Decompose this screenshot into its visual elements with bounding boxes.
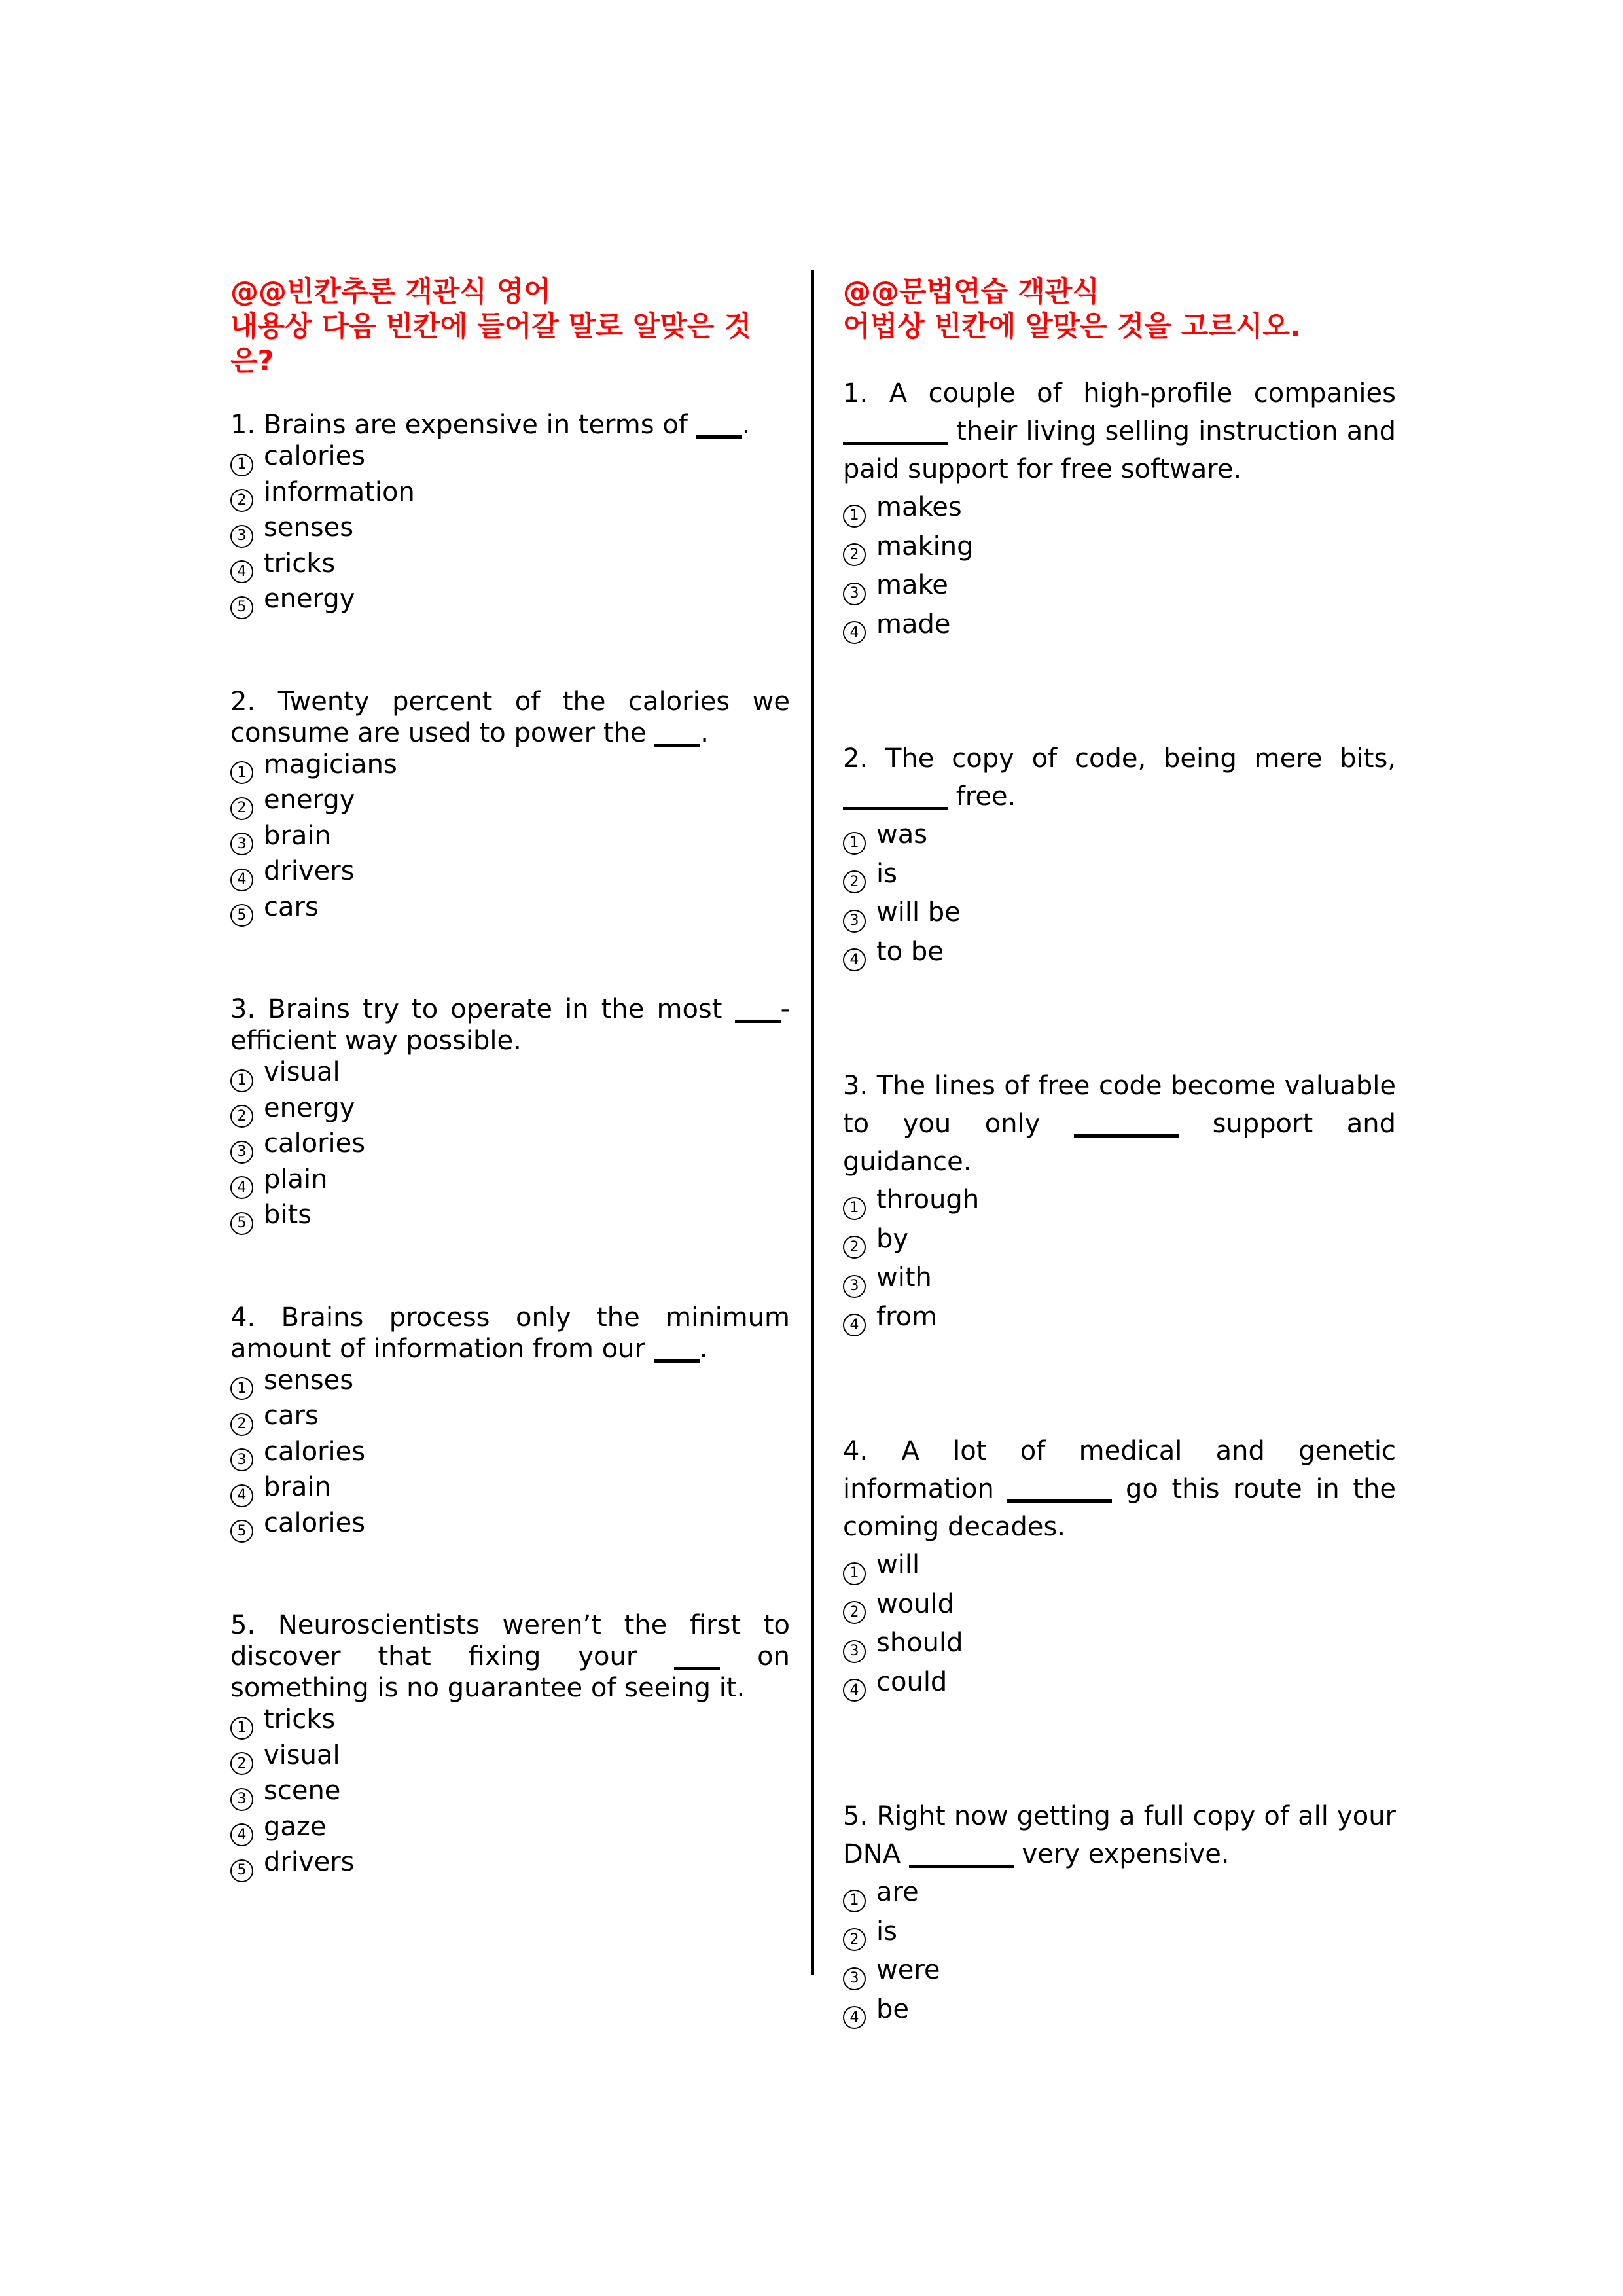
option-label: brain: [264, 1472, 331, 1502]
option-row: [843, 1951, 1396, 1990]
option-number-icon: 1: [843, 1197, 866, 1220]
question-text-pre: 3. Brains try to operate in the most: [230, 994, 722, 1024]
option-number-icon: 3: [843, 583, 866, 605]
option-label: were: [876, 1955, 940, 1985]
option-row: [230, 1056, 790, 1092]
option-number-icon: 3: [230, 1141, 253, 1164]
option-number-icon: 1: [843, 1890, 866, 1912]
question-text-pre: 4. Brains process only the minimum amount of information from our: [230, 1302, 790, 1364]
question-block: [230, 686, 790, 927]
option-number-icon: 2: [230, 1413, 253, 1436]
question-text-pre: 1. Brains are expensive in terms of: [230, 410, 688, 440]
option-label: calories: [264, 1507, 366, 1538]
option-row: [843, 1259, 1396, 1298]
option-number-icon: 4: [230, 869, 253, 891]
option-number-icon: 2: [843, 1236, 866, 1259]
question-text-post: on something is no guarantee of seeing it.: [230, 1641, 791, 1703]
column-divider: [812, 270, 814, 1975]
option-row: [230, 1740, 790, 1776]
option-row: [230, 1704, 790, 1740]
option-label: plain: [264, 1164, 328, 1194]
option-label: will be: [876, 897, 961, 927]
option-label: bits: [264, 1200, 312, 1230]
option-number-icon: 2: [843, 870, 866, 893]
option-row: [843, 1546, 1396, 1585]
question-text: [230, 409, 790, 440]
option-number-icon: 4: [230, 1484, 253, 1507]
option-label: drivers: [264, 1847, 355, 1877]
answer-blank: [1007, 1497, 1112, 1503]
option-label: scene: [264, 1776, 341, 1806]
option-number-icon: 4: [843, 621, 866, 644]
option-label: brain: [264, 820, 331, 851]
option-row: [230, 548, 790, 584]
left-column-blank-inference: [230, 275, 790, 1949]
option-number-icon: 3: [843, 1967, 866, 1990]
option-row: [230, 855, 790, 891]
option-label: senses: [264, 1365, 354, 1395]
option-row: [843, 816, 1396, 855]
answer-blank: [735, 1017, 781, 1023]
option-row: [230, 476, 790, 512]
option-row: [843, 1990, 1396, 2030]
option-label: cars: [264, 891, 319, 922]
answer-blank: [654, 741, 700, 747]
option-row: [843, 1298, 1396, 1337]
question-text-post: free.: [948, 781, 1016, 812]
option-row: [230, 583, 790, 619]
question-block: [843, 740, 1396, 971]
option-row: [230, 1092, 790, 1128]
option-row: [230, 440, 790, 476]
option-row: [230, 820, 790, 856]
option-row: [843, 488, 1396, 528]
option-label: tricks: [264, 548, 336, 579]
option-label: energy: [264, 1092, 355, 1123]
option-label: calories: [264, 1128, 366, 1158]
option-row: [230, 1164, 790, 1200]
option-label: tricks: [264, 1704, 336, 1734]
question-block: [230, 1609, 790, 1882]
option-label: senses: [264, 512, 354, 543]
option-number-icon: 3: [843, 910, 866, 933]
option-label: makes: [876, 492, 962, 522]
option-label: could: [876, 1666, 948, 1697]
option-row: [843, 1873, 1396, 1912]
right-column-grammar: [843, 275, 1396, 2125]
option-number-icon: 3: [230, 833, 253, 855]
option-row: [843, 855, 1396, 894]
question-block: [230, 1302, 790, 1543]
option-row: [230, 1507, 790, 1543]
option-number-icon: 5: [230, 1520, 253, 1543]
question-text-post: support and guidance.: [843, 1109, 1396, 1177]
option-row: [230, 1811, 790, 1847]
option-row: [843, 1220, 1396, 1259]
question-block: [843, 1067, 1396, 1336]
question-text-pre: 5. Neuroscientists weren’t the first to discover that fixing your: [230, 1610, 790, 1672]
answer-blank: [696, 433, 742, 439]
option-row: [843, 1585, 1396, 1624]
option-number-icon: 2: [230, 1105, 253, 1128]
question-text-post: very expensive.: [1013, 1839, 1230, 1869]
question-text-post: -efficient way possible.: [230, 994, 790, 1056]
option-label: by: [876, 1223, 909, 1254]
option-number-icon: 3: [843, 1275, 866, 1298]
option-number-icon: 5: [230, 1212, 253, 1235]
question-text-post: .: [700, 717, 709, 748]
question-text: [843, 374, 1396, 488]
option-label: will: [876, 1550, 920, 1580]
question-text: [843, 1432, 1396, 1546]
option-row: [843, 1912, 1396, 1952]
option-label: gaze: [264, 1811, 327, 1842]
question-text: [230, 1609, 790, 1704]
option-label: was: [876, 819, 928, 850]
option-label: energy: [264, 785, 355, 815]
question-text: [230, 994, 790, 1056]
option-row: [230, 891, 790, 927]
option-row: [230, 1775, 790, 1811]
option-row: [843, 893, 1396, 933]
option-label: is: [876, 858, 897, 889]
question-text-post: their living selling instruction and paid support for free software.: [843, 416, 1396, 484]
option-number-icon: 4: [230, 1176, 253, 1199]
question-block: [843, 1432, 1396, 1702]
option-row: [230, 1128, 790, 1164]
option-label: be: [876, 1994, 909, 2024]
option-number-icon: 3: [230, 525, 253, 548]
section-header-line: @@문법연습 객관식: [843, 276, 1099, 308]
question-text-pre: 5. Right now getting a full copy of all your DNA: [843, 1801, 1396, 1869]
option-number-icon: 3: [230, 1448, 253, 1471]
option-label: should: [876, 1628, 963, 1658]
option-number-icon: 1: [843, 832, 866, 855]
section-header-line: 내용상 다음 빈칸에 들어갈 말로 알맞은 것은?: [230, 310, 751, 378]
section-header: [230, 275, 790, 379]
option-number-icon: 2: [230, 1752, 253, 1775]
question-block: [843, 374, 1396, 644]
question-text: [843, 1797, 1396, 1873]
option-label: visual: [264, 1740, 340, 1770]
question-block: [230, 994, 790, 1235]
option-label: to be: [876, 936, 944, 967]
option-number-icon: 4: [843, 2006, 866, 2029]
answer-blank: [654, 1357, 700, 1363]
section-header-line: @@빈칸추론 객관식 영어: [230, 276, 551, 308]
section-header-line: 어법상 빈칸에 알맞은 것을 고르시오.: [843, 310, 1301, 343]
answer-blank: [909, 1862, 1014, 1868]
option-label: is: [876, 1916, 897, 1946]
option-row: [230, 749, 790, 785]
answer-blank: [1074, 1132, 1179, 1138]
option-row: [843, 528, 1396, 567]
option-row: [843, 566, 1396, 605]
option-label: making: [876, 531, 974, 562]
option-number-icon: 1: [843, 505, 866, 528]
option-row: [843, 605, 1396, 645]
option-number-icon: 4: [843, 948, 866, 971]
option-label: calories: [264, 441, 366, 471]
question-text-pre: 1. A couple of high-profile companies: [843, 378, 1396, 408]
option-number-icon: 5: [230, 1859, 253, 1882]
question-text-pre: 3. The lines of free code become valuable to you only: [843, 1071, 1396, 1139]
question-text-pre: 4. A lot of medical and genetic information: [843, 1436, 1396, 1504]
option-row: [230, 784, 790, 820]
option-row: [230, 1400, 790, 1436]
question-text-post: go this route in the coming decades.: [843, 1474, 1397, 1542]
option-number-icon: 5: [230, 904, 253, 927]
answer-blank: [843, 804, 948, 810]
option-label: energy: [264, 584, 355, 614]
option-number-icon: 4: [843, 1679, 866, 1702]
option-label: cars: [264, 1401, 319, 1431]
option-label: calories: [264, 1436, 366, 1467]
question-text: [230, 686, 790, 749]
option-number-icon: 3: [843, 1640, 866, 1663]
option-number-icon: 2: [843, 1928, 866, 1951]
option-number-icon: 1: [843, 1562, 866, 1585]
option-row: [230, 1471, 790, 1507]
answer-blank: [843, 439, 948, 445]
option-label: from: [876, 1301, 938, 1332]
option-row: [843, 1663, 1396, 1702]
option-row: [843, 1181, 1396, 1220]
option-number-icon: 5: [230, 596, 253, 619]
option-number-icon: 3: [230, 1788, 253, 1811]
question-block: [230, 409, 790, 619]
option-number-icon: 2: [843, 1601, 866, 1624]
option-number-icon: 2: [843, 543, 866, 566]
option-label: with: [876, 1263, 932, 1293]
option-label: through: [876, 1185, 980, 1215]
question-text-post: .: [741, 410, 751, 440]
option-number-icon: 2: [230, 797, 253, 820]
option-number-icon: 1: [230, 761, 253, 784]
option-label: would: [876, 1588, 955, 1619]
option-row: [843, 1624, 1396, 1663]
question-text-pre: 2. The copy of code, being mere bits,: [843, 744, 1396, 774]
option-number-icon: 1: [230, 1377, 253, 1400]
option-number-icon: 1: [230, 454, 253, 476]
option-label: made: [876, 609, 951, 639]
section-header: [843, 275, 1396, 344]
option-number-icon: 4: [230, 560, 253, 583]
question-text: [230, 1302, 790, 1365]
option-number-icon: 1: [230, 1069, 253, 1092]
option-label: magicians: [264, 749, 397, 780]
option-label: drivers: [264, 856, 355, 886]
option-row: [230, 1846, 790, 1882]
option-row: [230, 1365, 790, 1401]
option-label: are: [876, 1877, 919, 1907]
question-text-pre: 2. Twenty percent of the calories we consume are used to power the: [230, 686, 790, 748]
question-block: [843, 1797, 1396, 2029]
option-number-icon: 4: [230, 1823, 253, 1846]
option-number-icon: 2: [230, 489, 253, 512]
question-text: [843, 740, 1396, 816]
option-number-icon: 4: [843, 1314, 866, 1336]
option-row: [843, 933, 1396, 972]
question-text-post: .: [699, 1333, 708, 1364]
option-label: visual: [264, 1057, 340, 1087]
option-row: [230, 512, 790, 548]
question-text: [843, 1067, 1396, 1181]
option-label: information: [264, 476, 415, 507]
answer-blank: [674, 1664, 720, 1670]
option-row: [230, 1199, 790, 1235]
option-row: [230, 1436, 790, 1472]
option-label: make: [876, 570, 948, 600]
option-number-icon: 1: [230, 1717, 253, 1740]
